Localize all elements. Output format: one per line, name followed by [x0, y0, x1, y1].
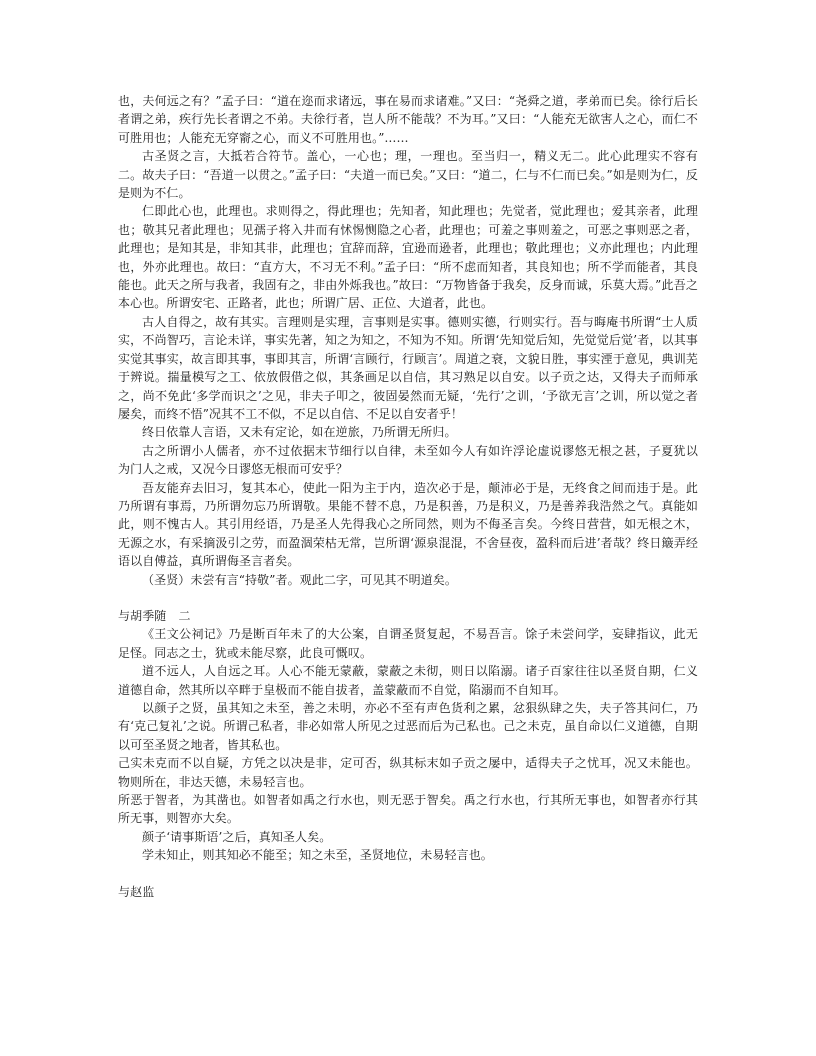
paragraph: 终日依靠人言语，又未有定论，如在逆旅，乃所谓无所归。: [142, 425, 457, 440]
paragraph: 己实未克而不以自疑，方凭之以决是非，定可否，纵其标末如子贡之屡中，适得夫子之忧耳，况又未能也。物则所在，非达天德，未易轻言也。: [118, 756, 698, 789]
paragraph: 古圣贤之言，大抵若合符节。盖心，一心也；理，一理也。至当归一，精义无二。此心此理实不容有二。故夫子曰：“吾道一以贯之。”孟子曰：“夫道一而已矣。”又曰：“道二，仁与不仁而已矣。”如是则为仁，反是则为不仁。: [118, 149, 698, 201]
paragraph: 《王文公祠记》乃是断百年未了的大公案，自谓圣贤复起，不易吾言。馀子未尝问学，妄肆指议，此无足怪。同志之士，犹或未能尽察，此良可慨叹。: [118, 627, 698, 660]
paragraph: （圣贤）未尝有言“持敬”者。观此二字，可见其不明道矣。: [142, 572, 457, 587]
document-body: [118, 92, 698, 901]
section-spacer: [118, 589, 698, 607]
paragraph: 仁即此心也，此理也。求则得之，得此理也；先知者，知此理也；先觉者，觉此理也；爱其亲者，此理也；敬其兄者此理也；见孺子将入井而有怵惕恻隐之心者，此理也；可羞之事则羞之，可恶之事则恶之者，此理也；是知其是，非知其非，此理也；宜辞而辞，宜逊而逊者，此理也；敬此理也；义亦此理也；内此理也，外亦此理也。故曰：“直方大，不习无不利。”孟子曰：“所不虑而知者，其良知也；所不学而能者，其良能也。此天之所与我者，我固有之，非由外烁我也。”故曰：“万物皆备于我矣，反身而诚，乐莫大焉。”此吾之本心也。所谓安宅、正路者，此也；所谓广居、正位、大道者，此也。: [118, 204, 698, 311]
paragraph: 学未知止，则其知必不能至；知之未至，圣贤地位，未易轻言也。: [142, 848, 493, 863]
section-heading: 与胡季随 二: [118, 608, 191, 623]
paragraph: 古人自得之，故有其实。言理则是实理，言事则是实事。德则实德，行则实行。吾与晦庵书所谓“士人质实，不尚智巧，言论未详，事实先著，知之为知之，不知为不知。所谓‘先知觉后知，先觉觉后觉’者，以其事实觉其事实，故言即其事，事即其言，所谓‘言顾行，行顾言’。周道之衰，文貌日胜，事实湮于意见，典训芜于辨说。揣量模写之工、依放假借之似，其条画足以自信，其习熟足以自安。以子贡之达，又得夫子而师承之，尚不免此‘多学而识之’之见，非夫子叩之，彼固晏然而无疑，‘先行’之训，‘予欲无言’之训，所以觉之者屡矣，而终不悟”况其不工不似，不足以自信、不足以自安者乎！: [118, 314, 698, 421]
paragraph: 古之所谓小人儒者，亦不过依据末节细行以自律，未至如今人有如许浮论虚说谬悠无根之甚，子夏犹以为门人之戒，又况今日谬悠无根而可安乎？: [118, 443, 698, 477]
paragraph: 也，夫何远之有？”孟子曰：“道在迩而求诸远，事在易而求诸难。”又曰：“尧舜之道，孝弟而已矣。徐行后长者谓之弟，疾行先长者谓之不弟。夫徐行者，岂人所不能哉？不为耳。”又曰：“人能充无欲害人之心，而仁不可胜用也；人能充无穿窬之心，而义不可胜用也。”……: [118, 94, 698, 145]
paragraph: 吾友能弃去旧习，复其本心，使此一阳为主于内，造次必于是，颠沛必于是，无终食之间而违于是。此乃所谓有事焉，乃所谓勿忘乃所谓敬。果能不替不息，乃是积善，乃是积义，乃是善养我浩然之气。真能如此，则不愧古人。其引用经语，乃是圣人先得我心之所同然，则为不侮圣言矣。今终日营营，如无根之木，无源之水，有采摘汲引之劳，而盈涸荣枯无常，岂所谓‘源泉混混，不舍昼夜，盈科而后进’者哉？终日簸弄经语以自傅益，真所谓侮圣言者矣。: [118, 480, 698, 569]
section-spacer: [118, 865, 698, 883]
paragraph: 所恶于智者，为其凿也。如智者如禹之行水也，则无恶于智矣。禹之行水也，行其所无事也，如智者亦行其所无事，则智亦大矣。: [118, 793, 698, 826]
paragraph: 颜子‘请事斯语’之后，真知圣人矣。: [142, 829, 332, 844]
paragraph: 以颜子之贤，虽其知之未至，善之未明，亦必不至有声色货利之累，忿狠纵肆之失，夫子答其问仁，乃有‘克己复礼’之说。所谓己私者，非必如常人所见之过恶而后为己私也。己之未克，虽自命以仁义道德，自期以可至圣贤之地者，皆其私也。: [118, 701, 698, 752]
section-heading: 与赵监: [118, 884, 155, 899]
paragraph: 道不远人，人自远之耳。人心不能无蒙蔽，蒙蔽之未彻，则日以陷溺。诸子百家往往以圣贤自期，仁义道德自命，然其所以卒畔于皇极而不能自拔者，盖蒙蔽而不自觉，陷溺而不自知耳。: [118, 664, 698, 697]
